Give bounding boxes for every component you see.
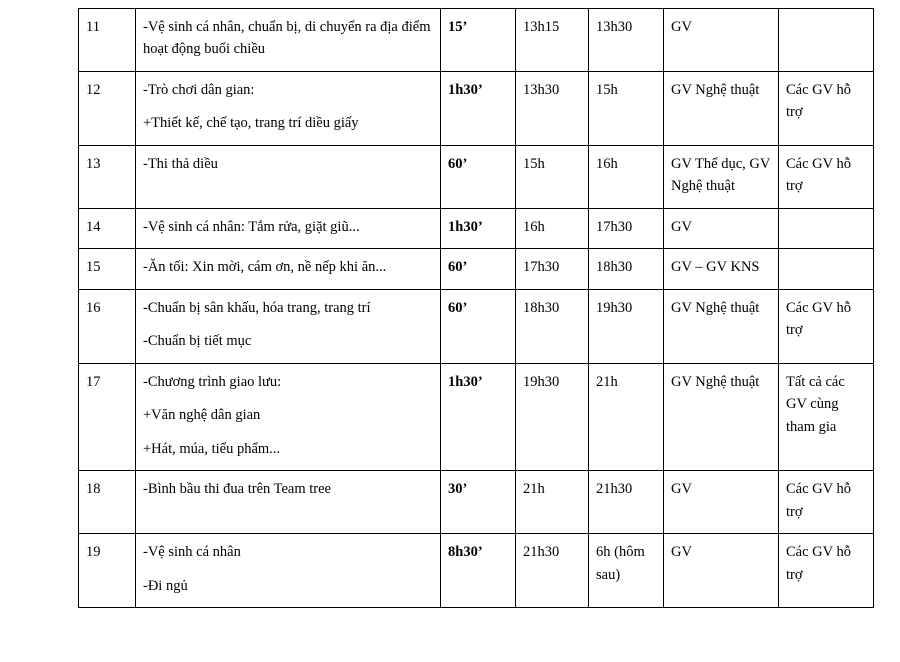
row-activity [136, 71, 441, 145]
row-start-time: 17h30 [516, 249, 589, 289]
activity-line: -Vệ sinh cá nhân, chuẩn bị, di chuyển ra địa điểm hoạt động buổi chiều [143, 19, 431, 58]
row-number: 18 [79, 471, 136, 534]
lead-line: GV Nghệ thuật [671, 299, 760, 316]
lead-line: GV [671, 19, 692, 35]
row-number: 14 [79, 208, 136, 248]
row-start-time: 13h15 [516, 9, 589, 72]
row-number: 17 [79, 363, 136, 470]
row-activity [136, 363, 441, 470]
row-lead [664, 363, 779, 470]
schedule-table [78, 8, 874, 608]
row-duration: 60’ [441, 145, 516, 208]
row-end-time: 17h30 [589, 208, 664, 248]
row-support [779, 9, 874, 72]
row-number: 15 [79, 249, 136, 289]
row-lead [664, 289, 779, 363]
row-lead [664, 534, 779, 608]
table-row [79, 145, 874, 208]
row-support [779, 363, 874, 470]
table-row [79, 71, 874, 145]
row-lead [664, 249, 779, 289]
activity-line: -Đi ngủ [143, 577, 188, 594]
row-duration: 60’ [441, 289, 516, 363]
row-lead [664, 71, 779, 145]
table-row [79, 9, 874, 72]
row-end-time: 21h30 [589, 471, 664, 534]
row-lead [664, 9, 779, 72]
lead-line: GV Nghệ thuật [671, 81, 760, 98]
lead-line: GV [671, 481, 692, 498]
table-row [79, 363, 874, 470]
row-start-time: 21h [516, 471, 589, 534]
row-start-time: 13h30 [516, 71, 589, 145]
support-line: Tất cả các GV cùng tham gia [786, 373, 845, 435]
support-line: Các GV hỗ trợ [786, 155, 851, 195]
row-activity [136, 249, 441, 289]
row-duration: 30’ [441, 471, 516, 534]
support-line: Các GV hỗ trợ [786, 544, 851, 583]
row-end-time: 13h30 [589, 9, 664, 72]
lead-line: GV [671, 544, 692, 561]
row-support [779, 534, 874, 608]
activity-line: +Thiết kế, chế tạo, trang trí diều giấy [143, 115, 359, 132]
row-support [779, 471, 874, 534]
activity-line: +Hát, múa, tiểu phẩm... [143, 440, 281, 457]
activity-line: -Chuẩn bị tiết mục [143, 333, 252, 350]
activity-line: -Thi thả diều [143, 155, 218, 172]
row-lead [664, 145, 779, 208]
row-activity [136, 289, 441, 363]
activity-line: -Chương trình giao lưu: [143, 373, 282, 390]
row-duration: 15’ [441, 9, 516, 72]
row-support [779, 249, 874, 289]
lead-line: GV – GV KNS [671, 259, 760, 276]
activity-line: -Chuẩn bị sân khấu, hóa trang, trang trí [143, 299, 371, 316]
row-duration: 1h30’ [441, 71, 516, 145]
row-end-time: 19h30 [589, 289, 664, 363]
row-lead [664, 208, 779, 248]
support-line: Các GV hỗ trợ [786, 299, 851, 339]
row-duration: 1h30’ [441, 208, 516, 248]
activity-line: -Vệ sinh cá nhân [143, 544, 241, 561]
table-row [79, 249, 874, 289]
row-activity [136, 145, 441, 208]
row-activity [136, 208, 441, 248]
row-number: 19 [79, 534, 136, 608]
row-duration: 8h30’ [441, 534, 516, 608]
activity-line: -Ăn tối: Xin mời, cám ơn, nề nếp khi ăn... [143, 259, 387, 276]
row-start-time: 21h30 [516, 534, 589, 608]
row-number: 13 [79, 145, 136, 208]
table-row [79, 208, 874, 248]
row-end-time: 18h30 [589, 249, 664, 289]
lead-line: GV Thể dục, GV Nghệ thuật [671, 155, 771, 195]
row-end-time: 21h [589, 363, 664, 470]
table-row [79, 289, 874, 363]
row-start-time: 18h30 [516, 289, 589, 363]
row-activity [136, 471, 441, 534]
row-support [779, 208, 874, 248]
row-end-time: 16h [589, 145, 664, 208]
row-support [779, 145, 874, 208]
activity-line: -Trò chơi dân gian: [143, 81, 255, 98]
activity-line: -Bình bầu thi đua trên Team tree [143, 481, 331, 498]
schedule-table-body [79, 9, 874, 608]
lead-line: GV [671, 218, 692, 235]
row-start-time: 15h [516, 145, 589, 208]
row-support [779, 289, 874, 363]
support-line: Các GV hỗ trợ [786, 81, 851, 121]
row-number: 16 [79, 289, 136, 363]
row-start-time: 19h30 [516, 363, 589, 470]
activity-line: -Vệ sinh cá nhân: Tắm rửa, giặt giũ... [143, 218, 360, 235]
row-duration: 1h30’ [441, 363, 516, 470]
lead-line: GV Nghệ thuật [671, 373, 760, 390]
row-end-time: 6h (hôm sau) [589, 534, 664, 608]
table-row [79, 471, 874, 534]
row-number: 11 [79, 9, 136, 72]
row-number: 12 [79, 71, 136, 145]
row-activity [136, 9, 441, 72]
row-start-time: 16h [516, 208, 589, 248]
row-duration: 60’ [441, 249, 516, 289]
support-line: Các GV hỗ trợ [786, 481, 851, 520]
row-end-time: 15h [589, 71, 664, 145]
row-lead [664, 471, 779, 534]
row-support [779, 71, 874, 145]
activity-line: +Văn nghệ dân gian [143, 407, 261, 424]
row-activity [136, 534, 441, 608]
table-row [79, 534, 874, 608]
